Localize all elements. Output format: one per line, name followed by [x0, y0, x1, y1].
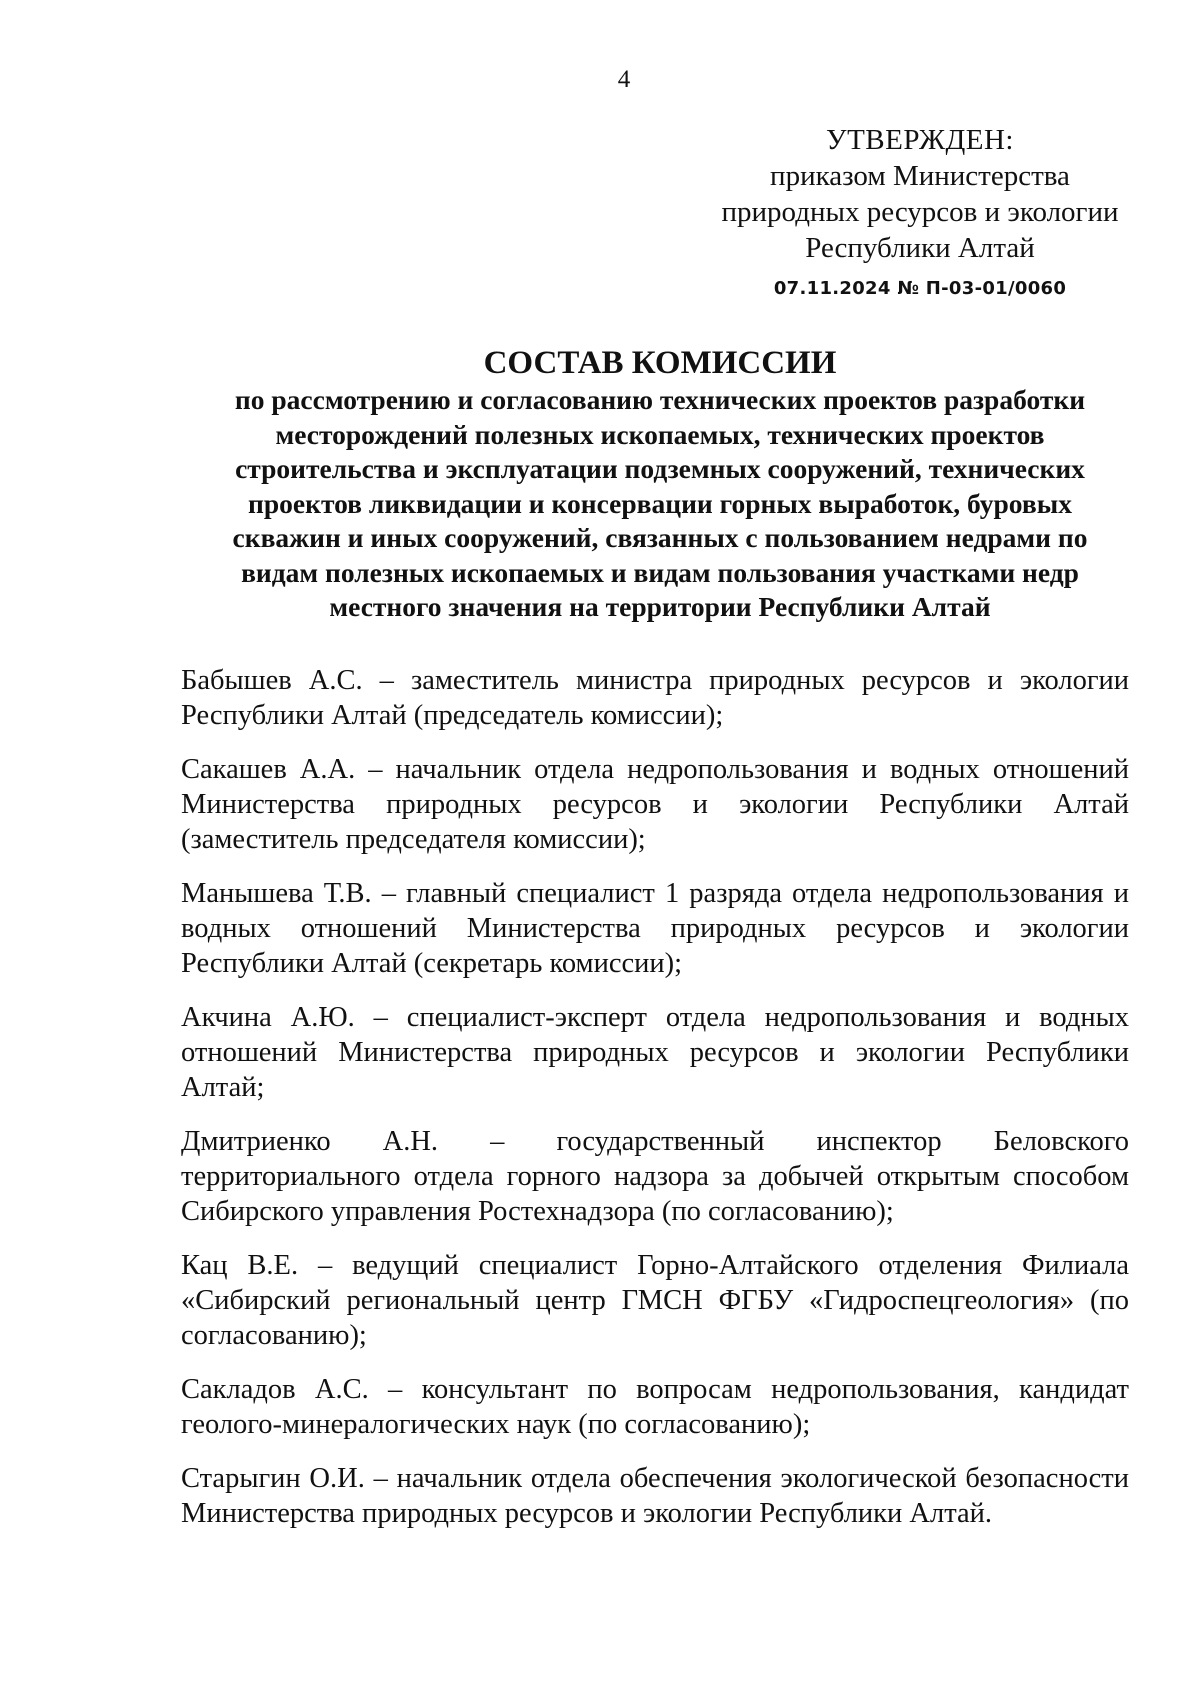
member-entry — [181, 752, 1129, 857]
page-number: 4 — [617, 66, 631, 93]
member-role: – главный специалист 1 разряда отдела недропользования и водных отношений Министерства природных ресурсов и экологии Республики Алтай (секретарь комиссии); — [181, 878, 1129, 979]
member-role: – начальник отдела недропользования и водных отношений Министерства природных ресурсов и экологии Республики Алтай (заместитель председателя комиссии); — [181, 754, 1130, 855]
member-name: Сакладов А.С. — [181, 1374, 369, 1405]
member-name: Дмитриенко А.Н. — [181, 1126, 439, 1157]
approval-line-3: Республики Алтай — [805, 232, 1035, 264]
member-name: Кац В.Е. — [181, 1250, 299, 1281]
approval-line-1: приказом Министерства — [770, 160, 1070, 192]
member-role: – консультант по вопросам недропользования, кандидат геолого-минералогических наук (по согласованию); — [181, 1374, 1129, 1440]
member-entry — [181, 876, 1129, 981]
commission-members-list — [181, 663, 1129, 1550]
member-entry — [181, 1000, 1129, 1105]
member-name: Акчина А.Ю. — [181, 1002, 355, 1033]
document-heading — [195, 343, 1125, 625]
document-title: СОСТАВ КОМИССИИ — [483, 345, 837, 381]
member-entry — [181, 1461, 1129, 1531]
approval-block — [700, 122, 1140, 266]
member-role: – заместитель министра природных ресурсов и экологии Республики Алтай (председатель комиссии); — [181, 665, 1130, 731]
member-role: – ведущий специалист Горно-Алтайского отделения Филиала «Сибирский региональный центр ГМСН ФГБУ «Гидроспецгеология» (по согласованию); — [181, 1250, 1129, 1351]
approval-heading: УТВЕРЖДЕН: — [826, 124, 1014, 156]
order-number-stamp: 07.11.2024 № П-03-01/0060 — [773, 278, 1067, 299]
document-subtitle: по рассмотрению и согласованию технических проектов разработки месторождений полезных ископаемых, технических проектов строительства и эксплуатации подземных сооружений, технических проектов ликвидации и консервации горных выработок, буровых скважин и иных сооружений, связанных с пользованием недрами по видам полезных ископаемых и видам пользования участками недр местного значения на территории Республики Алтай — [232, 384, 1088, 622]
member-role: – государственный инспектор Беловского территориального отдела горного надзора за добычей открытым способом Сибирского управления Ростехнадзора (по согласованию); — [181, 1126, 1129, 1227]
member-role: – специалист-эксперт отдела недропользования и водных отношений Министерства природных ресурсов и экологии Республики Алтай; — [181, 1002, 1129, 1103]
member-entry — [181, 1124, 1129, 1229]
member-name: Сакашев А.А. — [181, 754, 356, 785]
member-name: Манышева Т.В. — [181, 878, 372, 909]
member-role: – начальник отдела обеспечения экологической безопасности Министерства природных ресурсов и экологии Республики Алтай. — [181, 1463, 1130, 1529]
member-name: Старыгин О.И. — [181, 1463, 365, 1494]
approval-line-2: природных ресурсов и экологии — [721, 196, 1119, 228]
member-entry — [181, 1372, 1129, 1442]
member-entry — [181, 1248, 1129, 1353]
member-entry — [181, 663, 1129, 733]
member-name: Бабышев А.С. — [181, 665, 363, 696]
